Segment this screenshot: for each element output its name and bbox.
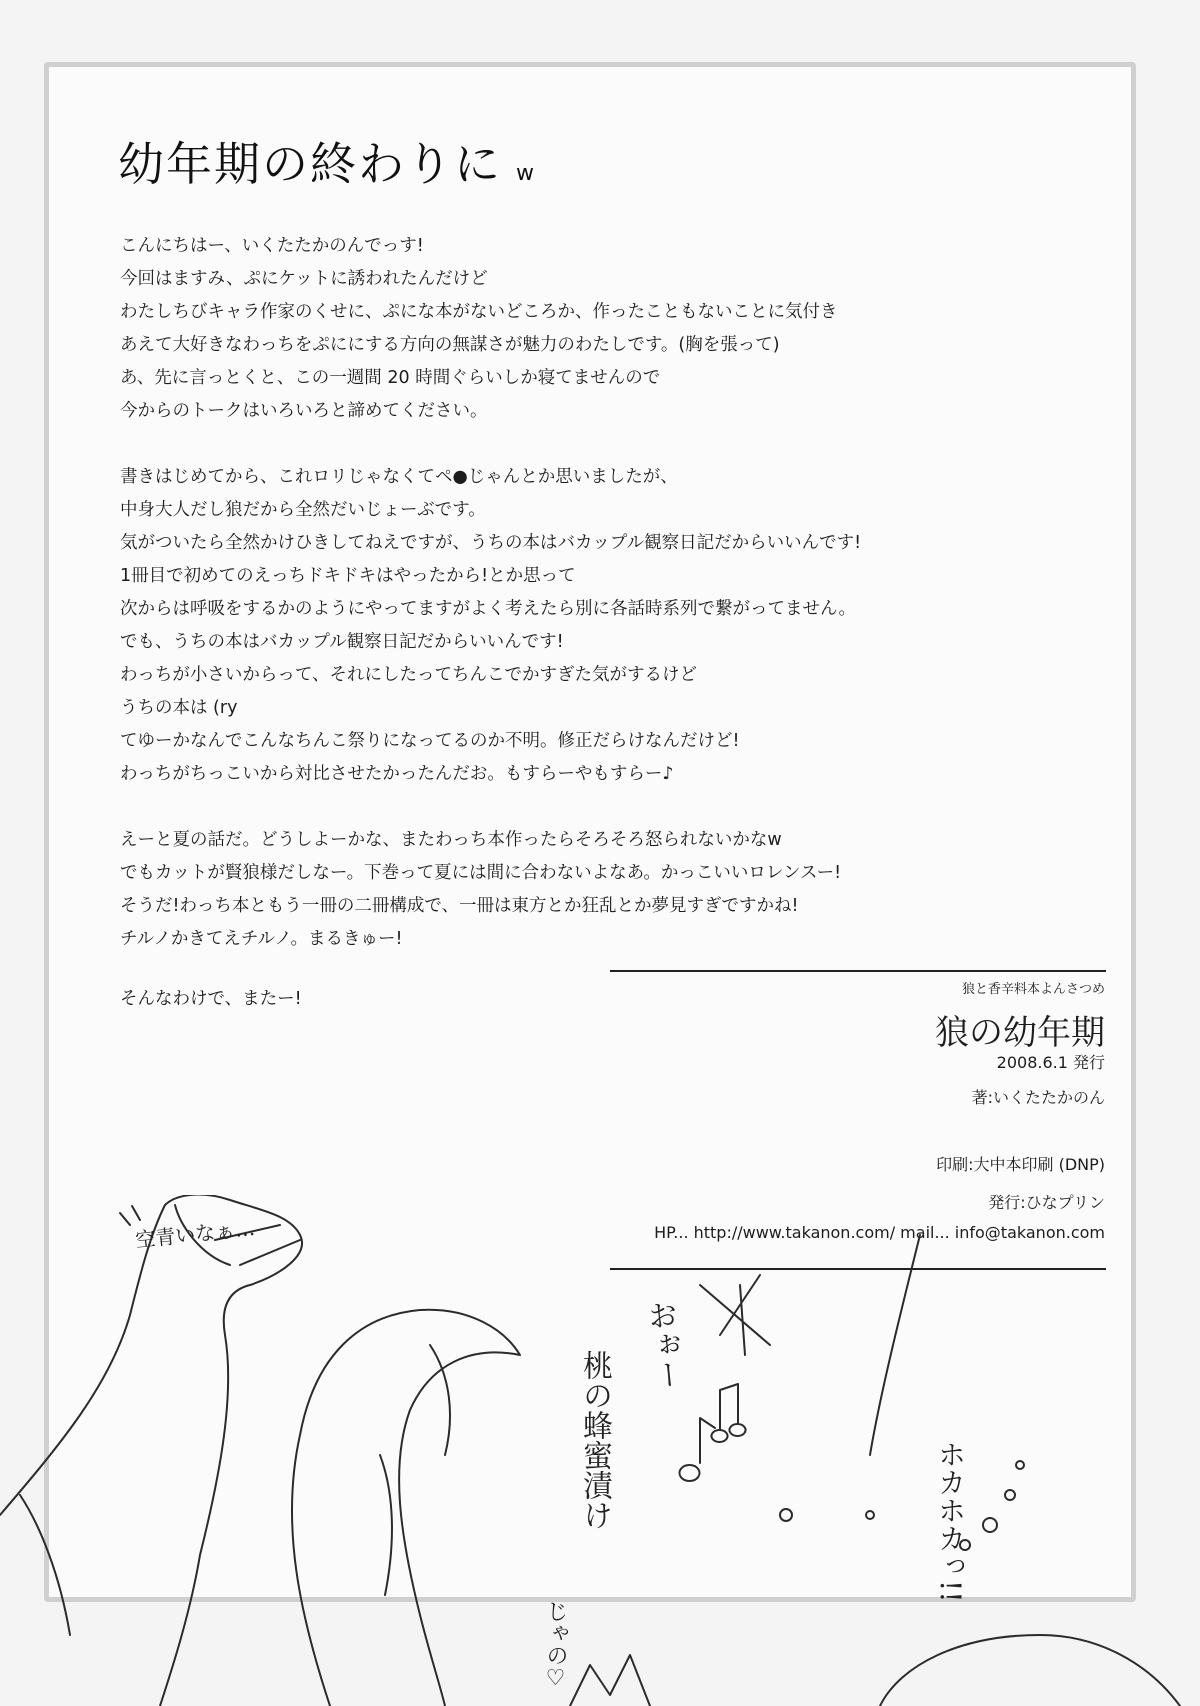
text-line: こんにちはー、いくたたかのんでっす! <box>120 236 424 256</box>
colophon-web: HP... http://www.takanon.com/ mail... info@takanon.com <box>654 1223 1105 1242</box>
speech-momo: 桃の蜂蜜漬け <box>577 1350 612 1530</box>
text-line: てゆーかなんでこんなちんこ祭りになってるのか不明。修正だらけなんだけど! <box>120 731 740 751</box>
colophon-printer: 印刷:大中本印刷 (DNP) <box>936 1155 1105 1174</box>
colophon-publisher: 発行:ひなプリン <box>988 1193 1105 1212</box>
paragraph-3 <box>120 824 920 956</box>
text-line: わっちがちっこいから対比させたかったんだお。もすらーやもすらー♪ <box>120 764 674 784</box>
text-line: 書きはじめてから、これロリじゃなくてペ●じゃんとか思いましたが、 <box>120 467 678 487</box>
afterword-body <box>120 230 920 989</box>
text-line: 次からは呼吸をするかのようにやってますがよく考えたら別に各話時系列で繋がってません。 <box>120 599 857 619</box>
text-line: 中身大人だし狼だから全然だいじょーぶです。 <box>120 500 486 520</box>
colophon-date: 2008.6.1 発行 <box>996 1053 1105 1072</box>
text-line: でも、うちの本はバカップル観察日記だからいいんです! <box>120 632 564 652</box>
wolf-ears-sketch <box>570 1655 650 1706</box>
speech-sky: 空青いなぁ… <box>134 1215 257 1253</box>
text-line: えーと夏の話だ。どうしよーかな、またわっち本作ったらそろそろ怒られないかなw <box>120 830 782 850</box>
text-line: わっちが小さいからって、それにしたってちんこでかすぎた気がするけど <box>120 665 697 685</box>
speech-oo: おぉー <box>640 1298 685 1392</box>
text-line: チルノかきてえチルノ。まるきゅー! <box>120 929 403 949</box>
colophon-top-rule <box>610 970 1106 972</box>
colophon-subtitle: 狼と香辛料本よんさつめ <box>961 982 1105 997</box>
text-line: あ、先に言っとくと、この一週間 20 時間ぐらいしか寝てませんので <box>120 368 661 388</box>
text-line: そうだ!わっち本ともう一冊の二冊構成で、一冊は東方とか狂乱とか夢見すぎですかね! <box>120 896 799 916</box>
horse-sketch <box>0 1195 302 1706</box>
speech-ja: じゃの♡ <box>543 1600 568 1691</box>
colophon-book-title: 狼の幼年期 <box>935 1013 1105 1053</box>
title-suffix: w <box>516 161 536 186</box>
text-line: 気がついたら全然かけひきしてねえですが、うちの本はバカップル観察日記だからいいんです! <box>120 533 862 553</box>
text-line: あえて大好きなわっちをぷににする方向の無謀さが魅力のわたしです。(胸を張って) <box>120 335 780 355</box>
text-line: うちの本は (ry <box>120 698 238 718</box>
tail-sketch <box>292 1310 520 1706</box>
title-text: 幼年期の終わりに <box>118 137 502 191</box>
bubbles-sketch <box>780 1461 1024 1550</box>
text-line: わたしちびキャラ作家のくせに、ぷにな本がないどころか、作ったこともないことに気付き <box>120 302 838 322</box>
paragraph-2 <box>120 461 920 791</box>
text-line: でもカットが賢狼様だしなー。下巻って夏には間に合わないよなあ。かっこいいロレンスー! <box>120 863 842 883</box>
text-line: 今回はますみ、ぷにケットに誘われたんだけど <box>120 269 488 289</box>
speech-ho: ホカホカっ!! <box>934 1440 967 1603</box>
text-line: 今からのトークはいろいろと諦めてください。 <box>120 401 488 421</box>
page-title <box>118 128 536 194</box>
colophon-author: 著:いくたたかのん <box>971 1088 1105 1107</box>
text-line: 1冊目で初めてのえっちドキドキはやったから!とか思って <box>120 566 576 586</box>
closing-line: そんなわけで、またー! <box>120 989 302 1009</box>
paragraph-1 <box>120 230 920 428</box>
music-note-icon <box>712 1384 746 1442</box>
